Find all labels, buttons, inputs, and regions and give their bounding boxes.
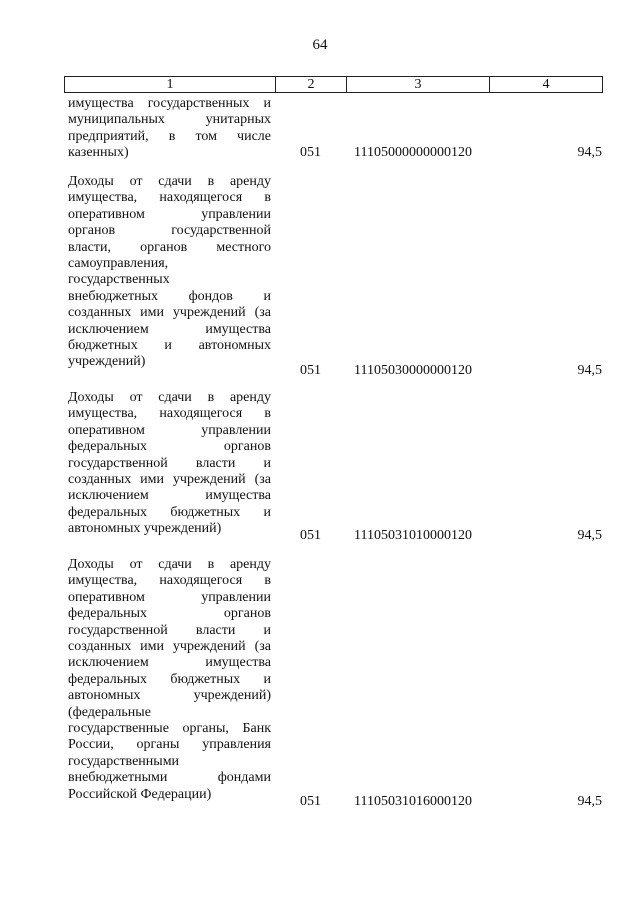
description-line: Доходы от сдачи в аренду (68, 557, 271, 572)
row-col2: 051 (300, 363, 321, 378)
description-line: имущества, находящегося в (68, 573, 271, 589)
description-line: федеральных органов (68, 439, 271, 455)
description-line: оперативном управлении (68, 206, 271, 222)
description-line: Российской Федерации) (68, 786, 212, 802)
row-description (68, 174, 271, 371)
description-line: государственными (68, 753, 180, 769)
description-line: исключением имущества (68, 488, 271, 504)
description-line: оперативном управлении (68, 422, 271, 438)
description-line: автономных учреждений) (68, 521, 222, 537)
row-col3: 11105030000000120 (354, 363, 472, 378)
description-line: предприятий, в том числе (68, 128, 271, 144)
description-line: муниципальных унитарных (68, 112, 271, 128)
row-description (68, 557, 271, 803)
description-line: бюджетных и автономных (68, 338, 271, 354)
description-line: федеральных бюджетных и (68, 504, 271, 520)
description-line: имущества государственных и (68, 96, 271, 111)
description-line: Доходы от сдачи в аренду (68, 174, 271, 189)
description-line: государственной власти и (68, 455, 271, 471)
header-col-4: 4 (490, 77, 603, 93)
description-line: государственной власти и (68, 622, 271, 638)
row-col2: 051 (300, 145, 321, 160)
description-line: Доходы от сдачи в аренду (68, 390, 271, 405)
description-line: государственных (68, 272, 170, 288)
row-description (68, 390, 271, 538)
description-line: (федеральные (68, 704, 151, 720)
description-line: федеральных бюджетных и (68, 671, 271, 687)
table-header-row (65, 77, 603, 93)
description-line: органов государственной (68, 223, 271, 239)
description-line: внебюджетными фондами (68, 770, 271, 786)
description-line: созданных ими учреждений (за (68, 639, 271, 655)
description-line: внебюджетных фондов и (68, 288, 271, 304)
description-line: имущества, находящегося в (68, 190, 271, 206)
row-col4: 94,5 (577, 363, 602, 378)
header-col-2: 2 (276, 77, 347, 93)
header-col-3: 3 (347, 77, 490, 93)
description-line: созданных ими учреждений (за (68, 305, 271, 321)
row-col4: 94,5 (577, 794, 602, 809)
description-line: казенных) (68, 145, 129, 161)
description-line: созданных ими учреждений (за (68, 472, 271, 488)
row-col2: 051 (300, 528, 321, 543)
table-header (64, 76, 603, 93)
description-line: России, органы управления (68, 737, 271, 753)
description-line: самоуправления, (68, 256, 169, 272)
row-col3: 11105000000000120 (354, 145, 472, 160)
row-col2: 051 (300, 794, 321, 809)
description-line: исключением имущества (68, 655, 271, 671)
page-number: 64 (312, 37, 328, 53)
row-col3: 11105031016000120 (354, 794, 472, 809)
description-line: государственные органы, Банк (68, 721, 271, 737)
row-col4: 94,5 (577, 145, 602, 160)
header-col-1: 1 (65, 77, 276, 93)
description-line: автономных учреждений) (68, 688, 271, 704)
description-line: имущества, находящегося в (68, 406, 271, 422)
row-col3: 11105031010000120 (354, 528, 472, 543)
description-line: исключением имущества (68, 321, 271, 337)
row-description (68, 96, 271, 162)
description-line: оперативном управлении (68, 589, 271, 605)
description-line: федеральных органов (68, 606, 271, 622)
description-line: власти, органов местного (68, 239, 271, 255)
description-line: учреждений) (68, 354, 146, 370)
row-col4: 94,5 (577, 528, 602, 543)
